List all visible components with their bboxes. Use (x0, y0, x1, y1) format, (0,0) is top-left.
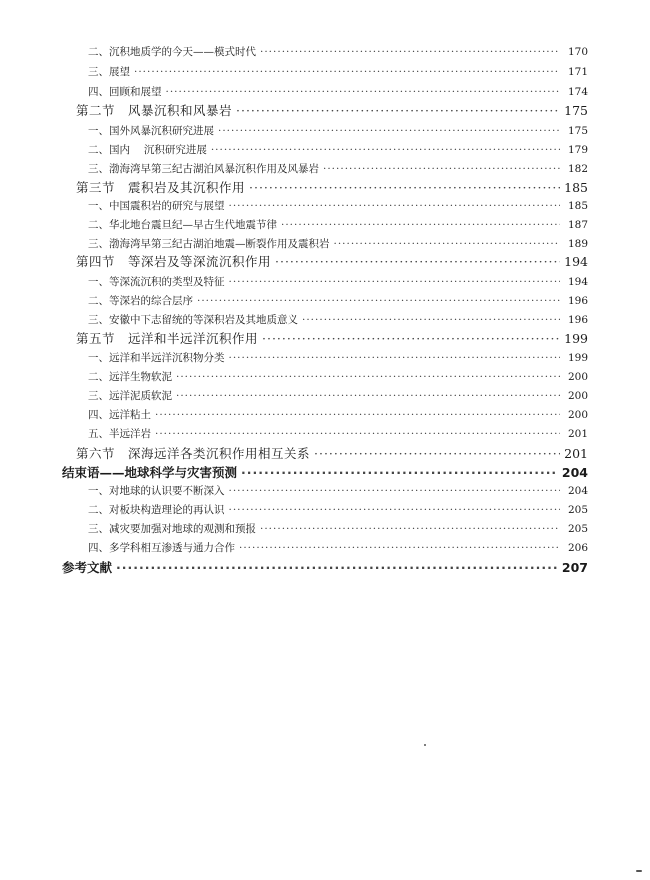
toc-entry (88, 540, 588, 555)
dot-leader (116, 560, 558, 575)
toc-entry (88, 407, 588, 422)
toc-entry-page: 204 (567, 485, 588, 497)
toc-section (76, 178, 588, 196)
toc-entry (88, 198, 588, 213)
toc-section-page: 194 (564, 254, 588, 269)
toc-chapter-page: 204 (561, 465, 588, 480)
toc-chapter (62, 558, 588, 576)
dot-leader (239, 542, 560, 554)
toc-entry (88, 217, 588, 232)
toc-entry (88, 388, 588, 403)
dot-leader (262, 331, 560, 346)
dot-leader (334, 238, 561, 250)
toc-section (76, 444, 588, 462)
dot-leader (236, 103, 560, 118)
toc-entry (88, 44, 588, 59)
dot-leader (155, 428, 560, 440)
toc-entry-page: 201 (567, 428, 588, 440)
dot-leader (218, 125, 560, 137)
toc-entry (88, 293, 588, 308)
dot-leader (260, 523, 560, 535)
toc-section-title: 第六节 深海远洋各类沉积作用相互关系 (76, 446, 311, 461)
toc-section-page: 185 (564, 180, 588, 195)
toc-section (76, 101, 588, 119)
toc-entry (88, 369, 588, 384)
toc-entry-page: 200 (567, 371, 588, 383)
dot-leader (197, 295, 560, 307)
toc-section-title: 第二节 风暴沉积和风暴岩 (76, 103, 233, 118)
toc-entry-title: 三、减灾要加强对地球的观测和预报 (88, 523, 256, 535)
dot-leader (302, 314, 560, 326)
dot-leader (176, 390, 560, 402)
toc-chapter-title: 参考文献 (62, 560, 113, 575)
toc-entry (88, 502, 588, 517)
toc-entry-page: 205 (567, 523, 588, 535)
toc-entry (88, 236, 588, 251)
toc-chapter-page: 207 (561, 560, 588, 575)
toc-entry-page: 200 (567, 409, 588, 421)
dot-leader (249, 180, 560, 195)
toc-entry-page: 171 (567, 66, 588, 78)
toc-entry-page: 196 (567, 295, 588, 307)
toc-entry-title: 一、国外风暴沉积研究进展 (88, 125, 214, 137)
toc-entry-page: 206 (567, 542, 588, 554)
dot-leader (176, 371, 560, 383)
toc-entry-page: 175 (567, 125, 588, 137)
dot-leader (229, 200, 561, 212)
dot-leader (229, 504, 561, 516)
toc-section-title: 第三节 震积岩及其沉积作用 (76, 180, 246, 195)
toc-entry-page: 196 (567, 314, 588, 326)
toc-entry-title: 二、国内 沉积研究进展 (88, 144, 207, 156)
toc-section-page: 201 (564, 446, 588, 461)
toc-entry-title: 三、安徽中下志留统的等深积岩及其地质意义 (88, 314, 298, 326)
toc-entry (88, 521, 588, 536)
toc-entry-title: 三、渤海湾早第三纪古湖泊地震—断裂作用及震积岩 (88, 238, 330, 250)
dot-leader (323, 163, 560, 175)
dot-leader (166, 86, 561, 98)
toc-section-title: 第五节 远洋和半远洋沉积作用 (76, 331, 259, 346)
toc-entry-page: 170 (567, 46, 588, 58)
dot-leader (155, 409, 560, 421)
toc-entry-page: 194 (567, 276, 588, 288)
toc-entry (88, 64, 588, 79)
toc-entry-title: 五、半远洋岩 (88, 428, 151, 440)
toc-entry (88, 312, 588, 327)
toc-entry (88, 142, 588, 157)
toc-entry (88, 123, 588, 138)
dot-leader (241, 465, 558, 480)
toc-entry-page: 185 (567, 200, 588, 212)
toc-entry-title: 二、华北地台震旦纪—早古生代地震节律 (88, 219, 277, 231)
toc-chapter (62, 463, 588, 481)
toc-entry-page: 200 (567, 390, 588, 402)
toc-entry-title: 三、渤海湾早第三纪古湖泊风暴沉积作用及风暴岩 (88, 163, 319, 175)
dot-leader (314, 446, 560, 461)
toc-entry-page: 174 (567, 86, 588, 98)
toc-entry-title: 四、多学科相互渗透与通力合作 (88, 542, 235, 554)
toc-section-page: 175 (564, 103, 588, 118)
scan-speck (424, 744, 426, 746)
toc-entry-page: 187 (567, 219, 588, 231)
dot-leader (229, 352, 561, 364)
toc-entry-title: 四、远洋粘土 (88, 409, 151, 421)
toc-entry-title: 三、展望 (88, 66, 130, 78)
toc-entry-page: 189 (567, 238, 588, 250)
toc-entry-title: 二、远洋生物软泥 (88, 371, 172, 383)
toc-entry (88, 483, 588, 498)
scan-speck (636, 870, 642, 872)
toc-entry-title: 二、沉积地质学的今天——模式时代 (88, 46, 256, 58)
toc-entry (88, 161, 588, 176)
toc-entry-title: 一、中国震积岩的研究与展望 (88, 200, 225, 212)
toc-section (76, 329, 588, 347)
toc-entry (88, 274, 588, 289)
toc-section (76, 252, 588, 270)
toc-entry-title: 一、等深流沉积的类型及特征 (88, 276, 225, 288)
dot-leader (260, 46, 560, 58)
toc-chapter-title: 结束语——地球科学与灾害预测 (62, 465, 238, 480)
toc-entry-title: 三、远洋泥质软泥 (88, 390, 172, 402)
toc-entry (88, 350, 588, 365)
dot-leader (275, 254, 560, 269)
dot-leader (211, 144, 560, 156)
toc-entry-page: 205 (567, 504, 588, 516)
toc-entry-title: 二、对板块构造理论的再认识 (88, 504, 225, 516)
toc-entry-title: 一、远洋和半远洋沉积物分类 (88, 352, 225, 364)
toc-section-page: 199 (564, 331, 588, 346)
toc-entry-title: 四、回顾和展望 (88, 86, 162, 98)
toc-entry-page: 182 (567, 163, 588, 175)
dot-leader (134, 66, 560, 78)
toc-entry-page: 179 (567, 144, 588, 156)
toc-entry (88, 84, 588, 99)
toc-entry-title: 一、对地球的认识要不断深入 (88, 485, 225, 497)
toc-entry-page: 199 (567, 352, 588, 364)
toc-section-title: 第四节 等深岩及等深流沉积作用 (76, 254, 272, 269)
toc-entry (88, 426, 588, 441)
dot-leader (229, 276, 561, 288)
dot-leader (229, 485, 561, 497)
dot-leader (281, 219, 560, 231)
toc-entry-title: 二、等深岩的综合层序 (88, 295, 193, 307)
